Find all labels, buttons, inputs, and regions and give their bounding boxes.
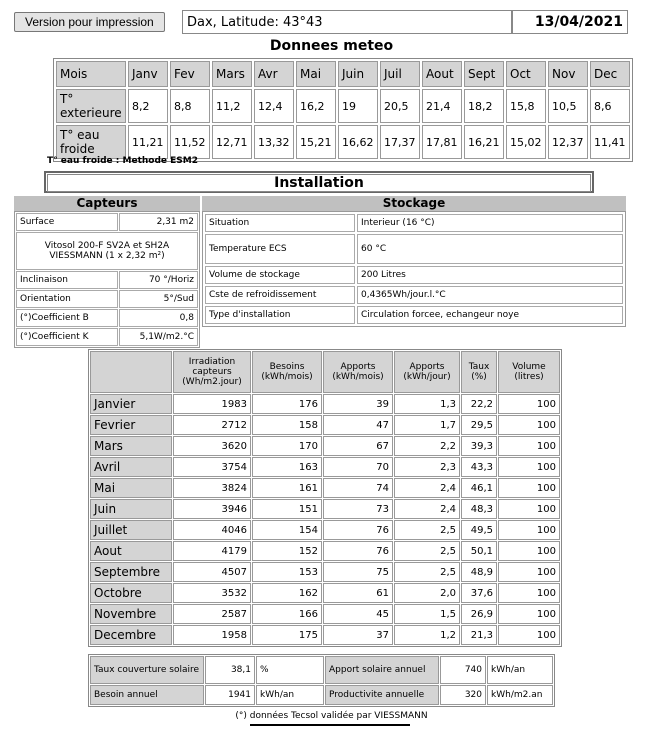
cell: 3532 — [173, 583, 251, 603]
month-label: Fevrier — [90, 415, 172, 435]
orientation-label: Orientation — [16, 290, 118, 308]
table-row — [90, 415, 560, 435]
cell: 166 — [252, 604, 322, 624]
monthly-header-row — [90, 351, 560, 393]
month-label: Mai — [90, 478, 172, 498]
meteo-title: Donnees meteo — [269, 38, 394, 54]
cell: 12,37 — [548, 125, 588, 159]
col-header: Apports (kWh/jour) — [394, 351, 460, 393]
cell: 75 — [323, 562, 393, 582]
cell: 161 — [252, 478, 322, 498]
month-header: Aout — [422, 61, 462, 87]
cell: 8,2 — [128, 89, 168, 123]
month-label: Juillet — [90, 520, 172, 540]
productivite-value: 320 — [440, 685, 486, 705]
taux-value: 38,1 — [205, 656, 255, 684]
month-header: Janv — [128, 61, 168, 87]
cell: 100 — [498, 415, 560, 435]
capteurs-table — [14, 211, 200, 348]
cell: 45 — [323, 604, 393, 624]
cell: 47 — [323, 415, 393, 435]
stockage-table — [202, 211, 626, 327]
cell: 100 — [498, 394, 560, 414]
blank-header — [90, 351, 172, 393]
month-header: Nov — [548, 61, 588, 87]
cell: 2,4 — [394, 478, 460, 498]
month-header: Fev — [170, 61, 210, 87]
month-header: Mars — [212, 61, 252, 87]
esm-note: T° eau froide : Methode ESM2 — [47, 156, 199, 166]
cell: 48,9 — [461, 562, 497, 582]
cell: 3754 — [173, 457, 251, 477]
cell: 73 — [323, 499, 393, 519]
surface-value: 2,31 m2 — [119, 213, 198, 231]
cell: 170 — [252, 436, 322, 456]
meteo-header-row — [56, 61, 630, 87]
besoin-value: 1941 — [205, 685, 255, 705]
cell: 70 — [323, 457, 393, 477]
table-row — [90, 625, 560, 645]
month-label: Avril — [90, 457, 172, 477]
summary-table — [88, 654, 555, 707]
capteurs-title: Capteurs — [14, 196, 200, 211]
cell: 2712 — [173, 415, 251, 435]
cell: 74 — [323, 478, 393, 498]
cell: 3620 — [173, 436, 251, 456]
cell: 8,8 — [170, 89, 210, 123]
location-label: Dax, Latitude: 43°43 — [182, 10, 512, 34]
coef-b-label: (°)Coefficient B — [16, 309, 118, 327]
monthly-results-table — [88, 349, 562, 647]
credit-note: (°) données Tecsol validée par VIESSMANN — [235, 711, 428, 721]
cell: 163 — [252, 457, 322, 477]
table-row — [90, 541, 560, 561]
cell: 154 — [252, 520, 322, 540]
cell: 152 — [252, 541, 322, 561]
cell: 16,62 — [338, 125, 378, 159]
print-button-cell — [14, 10, 182, 34]
productivite-unit: kWh/m2.an — [487, 685, 553, 705]
cell: 100 — [498, 457, 560, 477]
table-row — [90, 562, 560, 582]
cell: 153 — [252, 562, 322, 582]
cell: 4046 — [173, 520, 251, 540]
cell: 22,2 — [461, 394, 497, 414]
month-header: Mai — [296, 61, 336, 87]
cell: 76 — [323, 541, 393, 561]
refroid-value: 0,4365Wh/jour.l.°C — [357, 286, 623, 304]
cell: 3824 — [173, 478, 251, 498]
cell: 13,32 — [254, 125, 294, 159]
cell: 26,9 — [461, 604, 497, 624]
installation-title: Installation — [47, 174, 591, 192]
month-label: Decembre — [90, 625, 172, 645]
top-bar — [14, 10, 628, 34]
table-row — [90, 604, 560, 624]
apport-label: Apport solaire annuel — [325, 656, 439, 684]
situation-value: Interieur (16 °C) — [357, 214, 623, 232]
productivite-label: Productivite annuelle — [325, 685, 439, 705]
row-label: T° eau froide — [56, 125, 126, 159]
col-header: Volume (litres) — [498, 351, 560, 393]
volume-value: 200 Litres — [357, 266, 623, 284]
table-row — [90, 583, 560, 603]
cell: 37,6 — [461, 583, 497, 603]
temp-ext-row — [56, 89, 630, 123]
month-header: Sept — [464, 61, 504, 87]
col-header: Taux (%) — [461, 351, 497, 393]
volume-label: Volume de stockage — [205, 266, 355, 284]
cell: 15,8 — [506, 89, 546, 123]
month-header: Juil — [380, 61, 420, 87]
cell: 61 — [323, 583, 393, 603]
orientation-value: 5°/Sud — [119, 290, 198, 308]
situation-label: Situation — [205, 214, 355, 232]
cell: 176 — [252, 394, 322, 414]
type-value: Circulation forcee, echangeur noye — [357, 306, 623, 324]
table-row — [90, 457, 560, 477]
cell: 4507 — [173, 562, 251, 582]
refroid-label: Cste de refroidissement — [205, 286, 355, 304]
cell: 100 — [498, 520, 560, 540]
cell: 151 — [252, 499, 322, 519]
cell: 1,5 — [394, 604, 460, 624]
cell: 2,5 — [394, 541, 460, 561]
monthly-body — [90, 394, 560, 645]
cell: 43,3 — [461, 457, 497, 477]
besoin-label: Besoin annuel — [90, 685, 204, 705]
cell: 10,5 — [548, 89, 588, 123]
table-row — [90, 499, 560, 519]
table-row — [90, 520, 560, 540]
print-version-button[interactable]: Version pour impression — [14, 12, 165, 32]
cell: 19 — [338, 89, 378, 123]
cell: 49,5 — [461, 520, 497, 540]
cell: 100 — [498, 541, 560, 561]
cell: 100 — [498, 436, 560, 456]
month-label: Novembre — [90, 604, 172, 624]
table-row — [90, 394, 560, 414]
cell: 3946 — [173, 499, 251, 519]
cell: 11,2 — [212, 89, 252, 123]
temp-ecs-label: Temperature ECS — [205, 234, 355, 264]
cell: 2,4 — [394, 499, 460, 519]
cell: 158 — [252, 415, 322, 435]
cell: 100 — [498, 583, 560, 603]
cell: 17,81 — [422, 125, 462, 159]
col-header: Apports (kWh/mois) — [323, 351, 393, 393]
cell: 48,3 — [461, 499, 497, 519]
row-label: T° exterieure — [56, 89, 126, 123]
month-label: Octobre — [90, 583, 172, 603]
cell: 2,2 — [394, 436, 460, 456]
meteo-col-header: Mois — [56, 61, 126, 87]
month-label: Septembre — [90, 562, 172, 582]
cell: 37 — [323, 625, 393, 645]
cell: 100 — [498, 562, 560, 582]
cell: 20,5 — [380, 89, 420, 123]
type-label: Type d'installation — [205, 306, 355, 324]
cut-off-text — [250, 724, 410, 729]
cell: 1,2 — [394, 625, 460, 645]
cell: 11,41 — [590, 125, 630, 159]
month-header: Dec — [590, 61, 630, 87]
month-label: Mars — [90, 436, 172, 456]
taux-unit: % — [256, 656, 324, 684]
month-header: Oct — [506, 61, 546, 87]
coef-k-label: (°)Coefficient K — [16, 328, 118, 346]
cell: 76 — [323, 520, 393, 540]
cell: 100 — [498, 478, 560, 498]
stockage-title: Stockage — [202, 196, 626, 211]
cell: 2,5 — [394, 520, 460, 540]
cell: 175 — [252, 625, 322, 645]
cell: 15,21 — [296, 125, 336, 159]
apport-unit: kWh/an — [487, 656, 553, 684]
coef-k-value: 5,1W/m2.°C — [119, 328, 198, 346]
cell: 1,3 — [394, 394, 460, 414]
cell: 12,71 — [212, 125, 252, 159]
month-label: Aout — [90, 541, 172, 561]
inclinaison-label: Inclinaison — [16, 271, 118, 289]
cell: 8,6 — [590, 89, 630, 123]
apport-value: 740 — [440, 656, 486, 684]
cell: 1,7 — [394, 415, 460, 435]
table-row — [90, 436, 560, 456]
cell: 15,02 — [506, 125, 546, 159]
cell: 100 — [498, 499, 560, 519]
surface-label: Surface — [16, 213, 118, 231]
month-header: Juin — [338, 61, 378, 87]
cell: 39 — [323, 394, 393, 414]
cell: 50,1 — [461, 541, 497, 561]
cell: 46,1 — [461, 478, 497, 498]
cell: 67 — [323, 436, 393, 456]
cell: 1958 — [173, 625, 251, 645]
cell: 21,3 — [461, 625, 497, 645]
cell: 162 — [252, 583, 322, 603]
cell: 100 — [498, 604, 560, 624]
coef-b-value: 0,8 — [119, 309, 198, 327]
col-header: Besoins (kWh/mois) — [252, 351, 322, 393]
cell: 2,0 — [394, 583, 460, 603]
temp-eau-row — [56, 125, 630, 159]
cell: 17,37 — [380, 125, 420, 159]
cell: 29,5 — [461, 415, 497, 435]
cell: 11,52 — [170, 125, 210, 159]
col-header: Irradiation capteurs (Wh/m2.jour) — [173, 351, 251, 393]
date-label: 13/04/2021 — [512, 10, 628, 34]
table-row — [90, 478, 560, 498]
inclinaison-value: 70 °/Horiz — [119, 271, 198, 289]
month-header: Avr — [254, 61, 294, 87]
cell: 16,21 — [464, 125, 504, 159]
cell: 21,4 — [422, 89, 462, 123]
cell: 39,3 — [461, 436, 497, 456]
cell: 2,5 — [394, 562, 460, 582]
installation-title-box — [44, 171, 594, 193]
cell: 2,3 — [394, 457, 460, 477]
cell: 16,2 — [296, 89, 336, 123]
meteo-table — [53, 58, 633, 162]
cell: 1983 — [173, 394, 251, 414]
cell: 2587 — [173, 604, 251, 624]
cell: 12,4 — [254, 89, 294, 123]
collector-model: Vitosol 200-F SV2A et SH2A VIESSMANN (1 x 2,32 m²) — [16, 232, 198, 270]
month-label: Janvier — [90, 394, 172, 414]
cell: 100 — [498, 625, 560, 645]
temp-ecs-value: 60 °C — [357, 234, 623, 264]
cell: 4179 — [173, 541, 251, 561]
cell: 18,2 — [464, 89, 504, 123]
taux-label: Taux couverture solaire — [90, 656, 204, 684]
month-label: Juin — [90, 499, 172, 519]
cell: 11,21 — [128, 125, 168, 159]
besoin-unit: kWh/an — [256, 685, 324, 705]
